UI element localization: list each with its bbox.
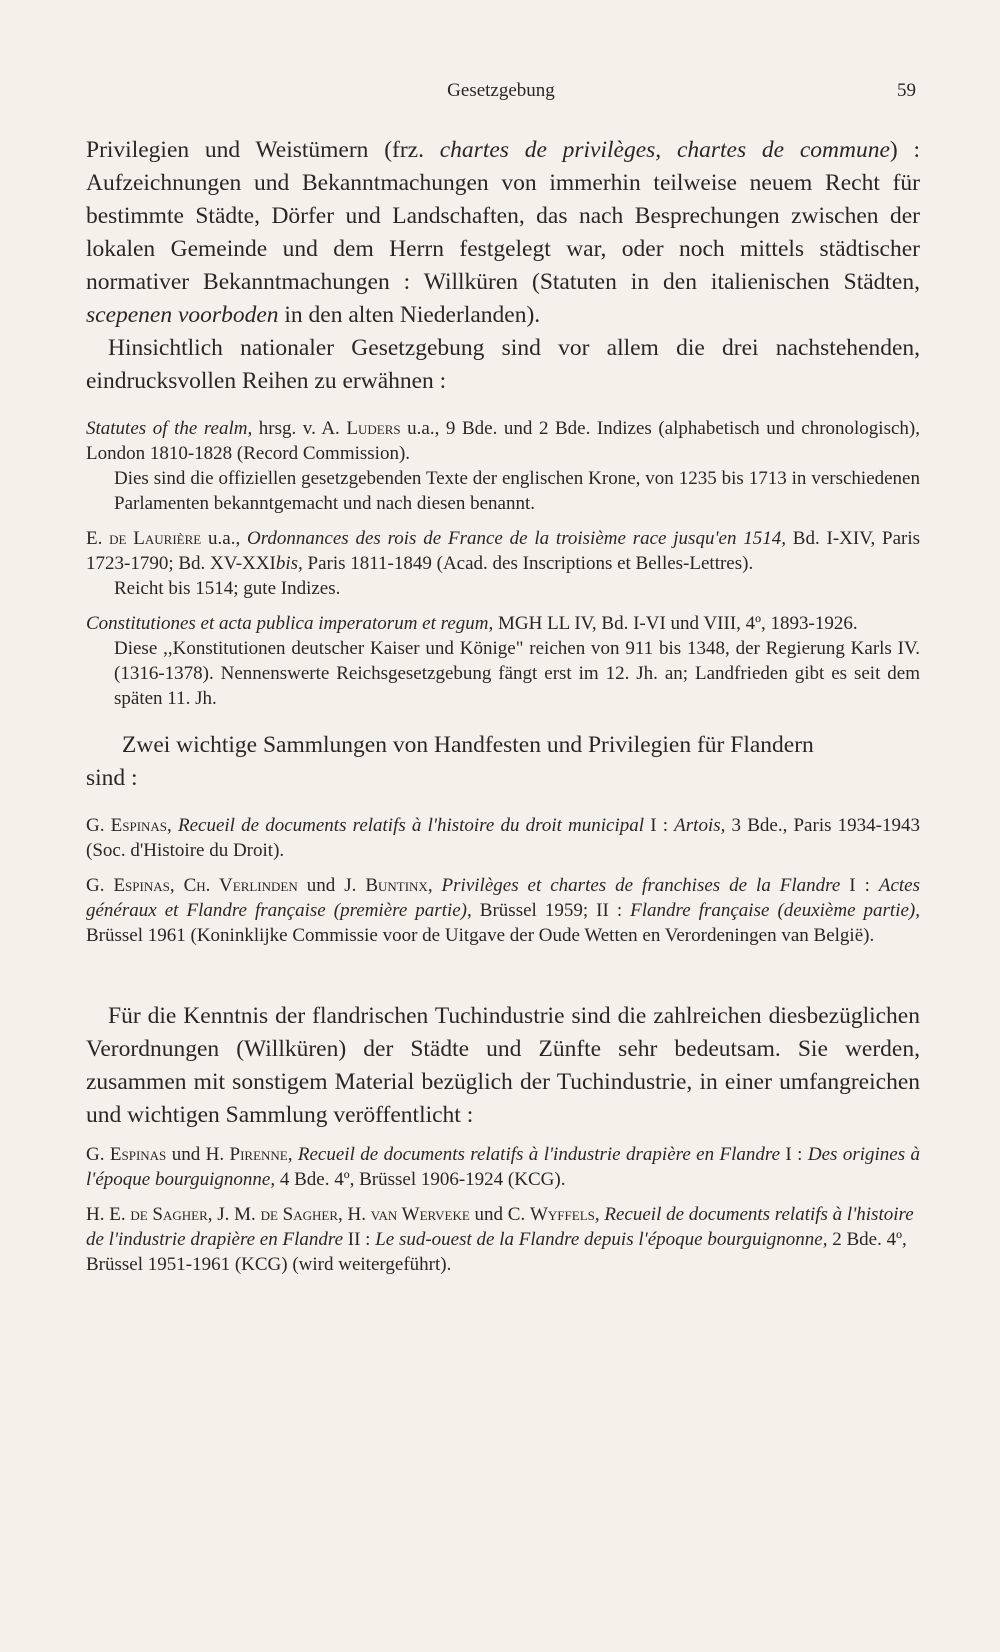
text: Bd. I-XIV, Paris 1723-1790; Bd. XV-XXI	[86, 528, 921, 574]
reference-note: Reicht bis 1514; gute Indizes.	[114, 578, 341, 599]
reference-note: Diese ,,Konstitutionen deutscher Kaiser und Könige" reichen von 911 bis 1348, der Regierung Karls IV. (1316-1378). Nennenswerte Reichsgesetzgebung fängt erst im 12. Jh. an; Landfrieden gibt es seit dem späten 11. Jh.	[114, 638, 920, 709]
reference-constitutiones	[86, 611, 920, 636]
text: G.	[86, 875, 114, 896]
author-name: Pirenne,	[229, 1144, 293, 1165]
text: hrsg. v. A.	[252, 418, 347, 439]
italic-term: Le sud-ouest de la Flandre depuis l'époque bourguignonne,	[375, 1229, 828, 1250]
paragraph-privilegien	[86, 134, 920, 332]
author-name: Espinas	[109, 1144, 167, 1165]
text: II :	[343, 1229, 376, 1250]
author-name: de Sagher,	[260, 1204, 343, 1225]
author-name: Espinas,	[113, 875, 175, 896]
page-number: 59	[897, 80, 916, 101]
italic-term: scepenen voorboden	[86, 302, 279, 328]
text: u.a.,	[201, 528, 247, 549]
author-name: Luders	[346, 418, 401, 439]
reference-ordonnances	[86, 526, 920, 576]
reference-title: Constitutiones et acta publica imperatorum et regum,	[86, 613, 494, 634]
italic-term: chartes de privilèges, chartes de commune	[439, 137, 890, 163]
reference-title: Recueil de documents relatifs à l'histoire du droit municipal	[171, 815, 645, 836]
reference-title: Ordonnances des rois de France de la troisième race jusqu'en 1514,	[247, 528, 786, 549]
reference-title: Privilèges et chartes de franchises de la Flandre	[432, 875, 841, 896]
reference-privileges-flandre	[86, 873, 920, 948]
text: G.	[86, 815, 111, 836]
text: und H.	[166, 1144, 230, 1165]
text: G.	[86, 1144, 110, 1165]
italic-term: Des origines à l'époque bourguignonne,	[86, 1144, 921, 1190]
author-name: Buntinx,	[365, 875, 433, 896]
author-name: Espinas,	[110, 815, 172, 836]
reference-note: Dies sind die offiziellen gesetzgebenden Texte der englischen Krone, von 1235 bis 1713 in verschiedenen Parlamenten bekanntgemacht und nach diesen benannt.	[114, 468, 920, 514]
text: und C.	[469, 1204, 530, 1225]
text: I :	[780, 1144, 808, 1165]
text: 3 Bde., Paris 1934-1943 (Soc. d'Histoire du Droit).	[86, 815, 920, 861]
paragraph-nationale-gesetzgebung: Hinsichtlich nationaler Gesetzgebung sind vor allem die drei nachstehenden, eindrucksvollen Reihen zu erwähnen :	[86, 335, 920, 394]
reference-industrie-drapiere-2	[86, 1202, 920, 1277]
text: ) : Aufzeichnungen und Bekanntmachungen von immerhin teilweise neuem Recht für bestimmte Städte, Dörfer und Landschaften, das nach Besprechungen zwischen der lokalen Gemeinde und dem Herrn festgelegt war, oder noch mittels städtischer normativer Bekanntmachungen : Willküren (Statuten in den italienischen Städten,	[86, 137, 920, 295]
text: I :	[644, 815, 675, 836]
paragraph-tuchindustrie: Für die Kenntnis der flandrischen Tuchindustrie sind die zahlreichen diesbezüglichen Verordnungen (Willküren) der Städte und Zünfte sehr bedeutsam. Sie werden, zusammen mit sonstigem Material bezüglich der Tuchindustrie, in einer umfangreichen und wichtigen Sammlung veröffentlicht :	[86, 1003, 920, 1128]
text: MGH LL IV, Bd. I-VI und VIII, 4º, 1893-1926.	[493, 613, 858, 634]
text	[175, 875, 184, 896]
text: I :	[840, 875, 879, 896]
italic-term: bis,	[275, 553, 303, 574]
author-name: Ch. Verlinden	[183, 875, 298, 896]
text: in den alten Niederlanden).	[278, 302, 541, 328]
author-name: van Werveke	[370, 1204, 470, 1225]
running-head	[86, 80, 916, 108]
text: , Brüssel 1959; II :	[467, 900, 631, 921]
italic-term: Artois,	[674, 815, 726, 836]
text: J. M.	[212, 1204, 261, 1225]
author-name: Wyffels,	[529, 1204, 600, 1225]
author-name: de Sagher,	[130, 1204, 213, 1225]
text: Brüssel 1961 (Koninklijke Commissie voor de Uitgave der Oude Wetten en Verordeningen van België).	[86, 925, 875, 946]
text: und J.	[297, 875, 366, 896]
italic-term: Flandre française (deuxième partie),	[630, 900, 920, 921]
reference-title: Recueil de documents relatifs à l'histoire de l'industrie drapière en Flandre	[86, 1204, 914, 1250]
reference-title: Recueil de documents relatifs à l'industrie drapière en Flandre	[292, 1144, 781, 1165]
text: 4 Bde. 4º, Brüssel 1906-1924 (KCG).	[275, 1169, 566, 1190]
paragraph-flandern-line2: sind :	[86, 765, 138, 791]
text: E.	[86, 528, 110, 549]
text: H. E.	[86, 1204, 131, 1225]
text: u.a., 9 Bde. und 2 Bde. Indizes (alphabetisch und chronologisch), London 1810-1828 (Record Commission).	[86, 418, 920, 464]
reference-espinas-artois	[86, 813, 920, 863]
text: Privilegien und Weistümern (frz.	[86, 137, 440, 163]
text: Paris 1811-1849 (Acad. des Inscriptions et Belles-Lettres).	[302, 553, 754, 574]
text: H.	[342, 1204, 371, 1225]
italic-term: Actes généraux et Flandre française (première partie)	[86, 875, 920, 921]
reference-title: Statutes of the realm,	[86, 418, 253, 439]
author-name: de Laurière	[109, 528, 202, 549]
reference-statutes	[86, 416, 920, 466]
body-text	[86, 134, 920, 1277]
paragraph-flandern-line1: Zwei wichtige Sammlungen von Handfesten und Privilegien für Flandern	[122, 732, 814, 758]
running-head-title: Gesetzgebung	[447, 80, 555, 101]
text: 2 Bde. 4º, Brüssel 1951-1961 (KCG) (wird weitergeführt).	[86, 1229, 907, 1275]
reference-industrie-drapiere-1	[86, 1142, 920, 1192]
